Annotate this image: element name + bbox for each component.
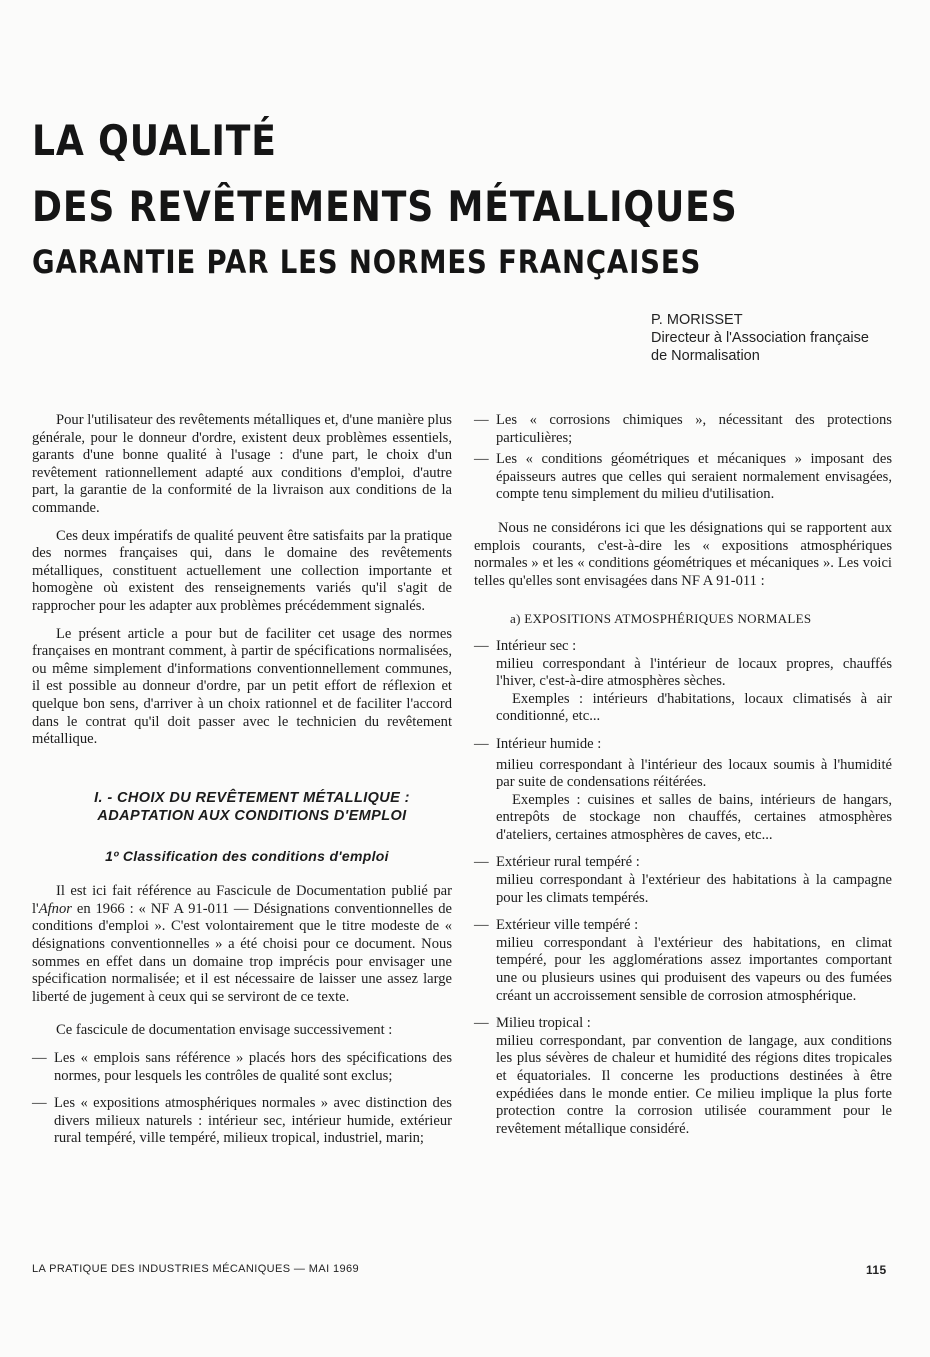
exposure-text: milieu correspondant à l'intérieur des locaux soumis à l'humidité par suite de condensations réitérées. bbox=[496, 756, 892, 791]
exposure-example: Exemples : cuisines et salles de bains, intérieurs de hangars, entrepôts de stockage non chauffés, certaines atmosphères d'ateliers, certaines atmosphères de caves, etc... bbox=[496, 791, 892, 843]
exposure-item bbox=[474, 854, 892, 872]
author-name: P. MORISSET bbox=[651, 312, 743, 328]
section-heading bbox=[52, 789, 452, 825]
exposure-heading: a) EXPOSITIONS ATMOSPHÉRIQUES NORMALES bbox=[510, 611, 812, 627]
left-column bbox=[32, 412, 452, 1148]
exposure-text: milieu correspondant à l'extérieur des habitations, en climat tempéré, pour les agglomérations assez importantes comportant une ou plusieurs usines qui produisent des vapeurs ou des fumées créant un accroissement sensible de corrosion atmosphérique. bbox=[496, 934, 892, 1004]
exposure-label: Extérieur ville tempéré : bbox=[496, 917, 639, 934]
author-affiliation-1: Directeur à l'Association française bbox=[651, 330, 869, 346]
list-item-1: — Les « emplois sans référence » placés hors des spécifications des normes, pour lesquels les contrôles de qualité sont exclus; bbox=[32, 1050, 452, 1085]
intro-paragraph-1: Pour l'utilisateur des revêtements métalliques et, d'une manière plus générale, pour le donneur d'ordre, existent deux problèmes essentiels, garants d'une bonne qualité à l'usage : d'une part, le choix d'un revêtement rationnellement adapté aux conditions d'emploi, d'autre part, la garantie de la conformité de la livraison aux conditions de la commande. bbox=[32, 412, 452, 516]
subtitle: GARANTIE PAR LES NORMES FRANÇAISES bbox=[32, 243, 702, 281]
body-paragraph-2: Ce fascicule de documentation envisage successivement : bbox=[56, 1022, 393, 1039]
exposure-label: Milieu tropical : bbox=[496, 1015, 591, 1032]
intro-paragraph-2: Ces deux impératifs de qualité peuvent être satisfaits par la pratique des normes françaises qui, dans le domaine des revêtements métalliques, constituent actuellement une collection importante et homogène où existent des renseignements variés qu'il s'agit de rapprocher pour les adapter aux problèmes précédemment signalés. bbox=[32, 527, 452, 614]
exposure-text: milieu correspondant, par convention de langage, aux conditions les plus sévères de chaleur et humidité des régions dites tropicales et équatoriales. Il concerne les productions destinées à être expédiées dans le monde entier. Ce milieu implique la plus forte protection contre la corrosion utilisée couramment pour le revêtement métallique considéré. bbox=[496, 1032, 892, 1137]
exposure-label: Extérieur rural tempéré : bbox=[496, 854, 640, 871]
exposure-item bbox=[474, 736, 892, 754]
right-column bbox=[474, 412, 892, 1138]
exposure-text: milieu correspondant à l'intérieur de locaux propres, chauffés l'hiver, c'est-à-dire atmosphères sèches. bbox=[496, 655, 892, 690]
exposure-item bbox=[474, 638, 892, 656]
author-affiliation-2: de Normalisation bbox=[651, 348, 760, 364]
journal-footer: LA PRATIQUE DES INDUSTRIES MÉCANIQUES — MAI 1969 bbox=[32, 1263, 360, 1275]
exposure-text: milieu correspondant à l'extérieur des habitations à la campagne pour les climats tempérés. bbox=[496, 872, 892, 906]
exposure-item bbox=[474, 917, 892, 935]
title-line-2: DES REVÊTEMENTS MÉTALLIQUES bbox=[32, 182, 738, 231]
title-line-1: LA QUALITÉ bbox=[32, 116, 277, 165]
author-block bbox=[651, 311, 869, 365]
body-text-b: en 1966 : « NF A 91-011 — Désignations conventionnelles de conditions d'emploi ». C'est volontairement que le titre modeste de « désignations conventionnelles » a été choisi pour ce document. Nous sommes en effet dans un domaine trop imprécis pour envisager une spécification normalisée; et il est nécessaire de laisser une assez large liberté de jugement à ceux qui se serviront de ce texte. bbox=[32, 900, 452, 1005]
list-item-3: — Les « corrosions chimiques », nécessitant des protections particulières; bbox=[474, 412, 892, 447]
afnor-name: Afnor bbox=[38, 900, 72, 917]
section-heading-line-1: I. - CHOIX DU REVÊTEMENT MÉTALLIQUE : bbox=[94, 789, 410, 806]
right-paragraph: Nous ne considérons ici que les désignations qui se rapportent aux emplois courants, c'est-à-dire les « expositions atmosphériques normales » et les « conditions géométriques et mécaniques ». Les voici telles qu'elles sont envisagées dans NF A 91-011 : bbox=[474, 519, 892, 589]
list-item-2: — Les « expositions atmosphériques normales » avec distinction des divers milieux naturels : intérieur sec, intérieur humide, extérieur rural tempéré, ville tempéré, milieux tropical, industriel, marin; bbox=[32, 1095, 452, 1148]
exposure-label: Intérieur sec : bbox=[496, 637, 577, 654]
page-number: 115 bbox=[866, 1263, 887, 1277]
list-item-4: — Les « conditions géométriques et mécaniques » imposant des épaisseurs autres que celles qui seraient normalement envisagées, compte tenu simplement du milieu d'utilisation. bbox=[474, 451, 892, 504]
body-text-a: Il est ici fait référence au Fascicule de Documentation publié par l' bbox=[32, 883, 452, 917]
subsection-heading: 1º Classification des conditions d'emploi bbox=[105, 847, 389, 864]
section-heading-line-2: ADAPTATION AUX CONDITIONS D'EMPLOI bbox=[97, 807, 407, 824]
exposure-label: Intérieur humide : bbox=[496, 735, 602, 752]
body-paragraph-1 bbox=[32, 883, 452, 1006]
exposure-item bbox=[474, 1015, 892, 1033]
intro-paragraph-3: Le présent article a pour but de faciliter cet usage des normes françaises en montrant comment, à partir de spécifications normalisées, ou même simplement d'informations conventionnellement communes, il est possible au donneur d'ordre, par un petit effort de réflexion et quelque bon sens, d'arriver à un choix rationnel et de faciliter l'accord dans le contrat qu'il doit passer avec le technicien du revêtement métallique. bbox=[32, 625, 452, 748]
exposure-example: Exemples : intérieurs d'habitations, locaux climatisés à air conditionné, etc... bbox=[496, 690, 892, 725]
